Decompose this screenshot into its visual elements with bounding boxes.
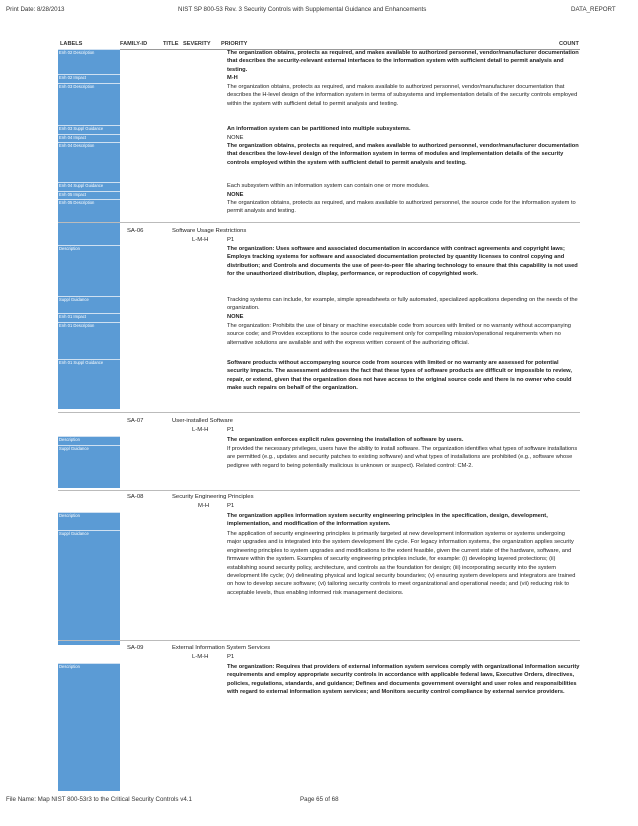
divider bbox=[58, 490, 580, 491]
row-text: The organization applies information system security engineering principles in the specification, design, development, implementation, and modification of the information system. bbox=[227, 513, 548, 528]
row-label: Description bbox=[58, 436, 120, 445]
row-label: Suppl Guidance bbox=[58, 530, 120, 645]
row-label: Enh 05 Impact bbox=[58, 191, 120, 199]
row-label: Enh 03 Suppl Guidance bbox=[58, 125, 120, 134]
priority: P1 bbox=[227, 654, 235, 660]
family-id: SA-07 bbox=[127, 418, 144, 424]
control-title: User-installed Software bbox=[172, 418, 233, 424]
row-label: Enh 04 Impact bbox=[58, 134, 120, 142]
row-text: M-H bbox=[227, 75, 238, 81]
row-text: The organization: Requires that providers of external information system services comply with organizational information security requirements and employ appropriate security controls in accordance with applicable federal laws, Executive Orders, directives, policies, regulations, standards, and guidance; Defines and documents government oversight and user roles and responsibilities with regard to external information system services; and Monitors security control compliance by external service providers. bbox=[227, 664, 580, 696]
divider bbox=[58, 222, 580, 223]
row-text: NONE bbox=[227, 314, 244, 320]
family-id: SA-08 bbox=[127, 494, 144, 500]
row-label: Suppl Guidance bbox=[58, 296, 120, 313]
row-text: The organization obtains, protects as required, and makes available to authorized personnel, vendor/manufacturer documentation that describes the H-level design of the information system in terms of subsystems and implementation details of the security controls employed within the system with sufficient detail to permit analysis and testing. bbox=[227, 84, 578, 107]
row-label: Enh 03 Description bbox=[58, 83, 120, 125]
report-name: DATA_REPORT bbox=[571, 6, 616, 13]
row-text: The organization obtains, protects as required, and makes available to authorized personnel, vendor/manufacturer documentation that describes the low-level design of the information system in terms of modules and implementation details of the security controls employed within the system with sufficient detail to permit analysis and testing. bbox=[227, 143, 579, 166]
row-label: Suppl Guidance bbox=[58, 445, 120, 488]
row-text: The organization: Prohibits the use of binary or machine executable code from sources with limited or no warranty without accompanying source code; and Provides exceptions to the source code requirement only for compelling mission/operational requirements when no alternative solutions are available and with the express written consent of the authorizing official. bbox=[227, 323, 571, 346]
row-label: Enh 01 Description bbox=[58, 322, 120, 359]
severity: M-H bbox=[198, 503, 210, 509]
row-text: The organization: Uses software and associated documentation in accordance with contract agreements and copyright laws; Employs tracking systems for software and associated documentation protected by quantity licenses to control copying and distribution; and Controls and documents the use of peer-to-peer file sharing technology to ensure that this capability is not used for the unauthorized distribution, display, performance, or reproduction of copyrighted work. bbox=[227, 246, 578, 278]
column-title: TITLE bbox=[163, 41, 179, 47]
print-date: Print Date: 8/28/2013 bbox=[6, 6, 65, 13]
row-text: The organization obtains, protects as required, and makes available to authorized personnel, vendor/manufacturer documentation that describes the security-relevant external interfaces to the information system with sufficient detail to permit analysis and testing. bbox=[227, 50, 579, 73]
column-count: COUNT bbox=[559, 41, 579, 47]
priority: P1 bbox=[227, 237, 235, 243]
row-label: Enh 02 Description bbox=[58, 49, 120, 74]
family-id: SA-09 bbox=[127, 645, 144, 651]
row-text: The application of security engineering principles is primarily targeted at new development information systems or systems undergoing major upgrades and is integrated into the system development life cycle. For legacy information systems, the organization applies security engineering principles to system upgrades and modifications to the extent feasible, given the current state of the hardware, software, and firmware within the system. Examples of security engineering principles include, for example: (i) developing layered protections; (ii) establishing sound security policy, architecture, and controls as the foundation for design; (iii) incorporating security into the system development life cycle; (iv) delineating physical and logical security boundaries; (v) ensuring system developers and integrators are trained on how to develop secure software; (vi) tailoring security controls to meet organizational and operational needs; and (vii) reducing risk to acceptable levels, thus enabling informed risk management decisions. bbox=[227, 531, 576, 596]
divider bbox=[58, 640, 580, 641]
row-label: Description bbox=[58, 512, 120, 530]
control-title: External Information System Services bbox=[172, 645, 271, 651]
row-text: NONE bbox=[227, 135, 244, 141]
row-text: Each subsystem within an information system can contain one or more modules. bbox=[227, 183, 430, 189]
page-number: Page 65 of 68 bbox=[300, 796, 339, 803]
row-label: Enh 04 Suppl Guidance bbox=[58, 182, 120, 191]
row-text: If provided the necessary privileges, users have the ability to install software. The organization identifies what types of software installations are permitted (e.g., updates and security patches to existing software) and what types of installations are prohibited (e.g., software whose pedigree with regard to being potentially malicious is unknown or suspect). Related control: CM-2. bbox=[227, 446, 578, 469]
row-text: The organization obtains, protects as required, and makes available to authorized personnel, the source code for the information system to permit analysis and testing. bbox=[227, 200, 576, 215]
severity: L-M-H bbox=[192, 237, 209, 243]
row-text: Software products without accompanying source code from sources with limited or no warranty are assessed for potential security impacts. The assessment addresses the fact that these types of software products are difficult or impossible to review, repair, or extend, given that the organization does not have access to the original source code and there is no owner who could make such repairs on behalf of the organization. bbox=[227, 360, 572, 392]
divider bbox=[58, 412, 580, 413]
row-text: Tracking systems can include, for example, simple spreadsheets or fully automated, specialized applications depending on the needs of the organization. bbox=[227, 297, 578, 312]
priority: P1 bbox=[227, 427, 235, 433]
severity: L-M-H bbox=[192, 427, 209, 433]
row-label: Enh 04 Description bbox=[58, 142, 120, 182]
row-text: NONE bbox=[227, 192, 244, 198]
column-labels: LABELS bbox=[60, 41, 83, 47]
row-text: An information system can be partitioned into multiple subsystems. bbox=[227, 126, 411, 132]
file-name: File Name: Map NIST 800-53r3 to the Critical Security Controls v4.1 bbox=[6, 796, 192, 803]
row-text: The organization enforces explicit rules governing the installation of software by users. bbox=[227, 437, 464, 443]
priority: P1 bbox=[227, 503, 235, 509]
row-label: Enh 02 Impact bbox=[58, 74, 120, 83]
row-label: Enh 01 Impact bbox=[58, 313, 120, 322]
row-label: Description bbox=[58, 663, 120, 791]
column-severity: SEVERITY bbox=[183, 41, 211, 47]
column-family-id: FAMILY-ID bbox=[120, 41, 148, 47]
row-label: Enh 01 Suppl Guidance bbox=[58, 359, 120, 409]
row-label: Description bbox=[58, 245, 120, 296]
row-label: Enh 05 Description bbox=[58, 199, 120, 246]
control-title: Software Usage Restrictions bbox=[172, 228, 247, 234]
document-title: NIST SP 800-53 Rev. 3 Security Controls with Supplemental Guidance and Enhancements bbox=[178, 6, 427, 13]
control-title: Security Engineering Principles bbox=[172, 494, 254, 500]
family-id: SA-06 bbox=[127, 228, 144, 234]
severity: L-M-H bbox=[192, 654, 209, 660]
column-priority: PRIORITY bbox=[221, 41, 248, 47]
